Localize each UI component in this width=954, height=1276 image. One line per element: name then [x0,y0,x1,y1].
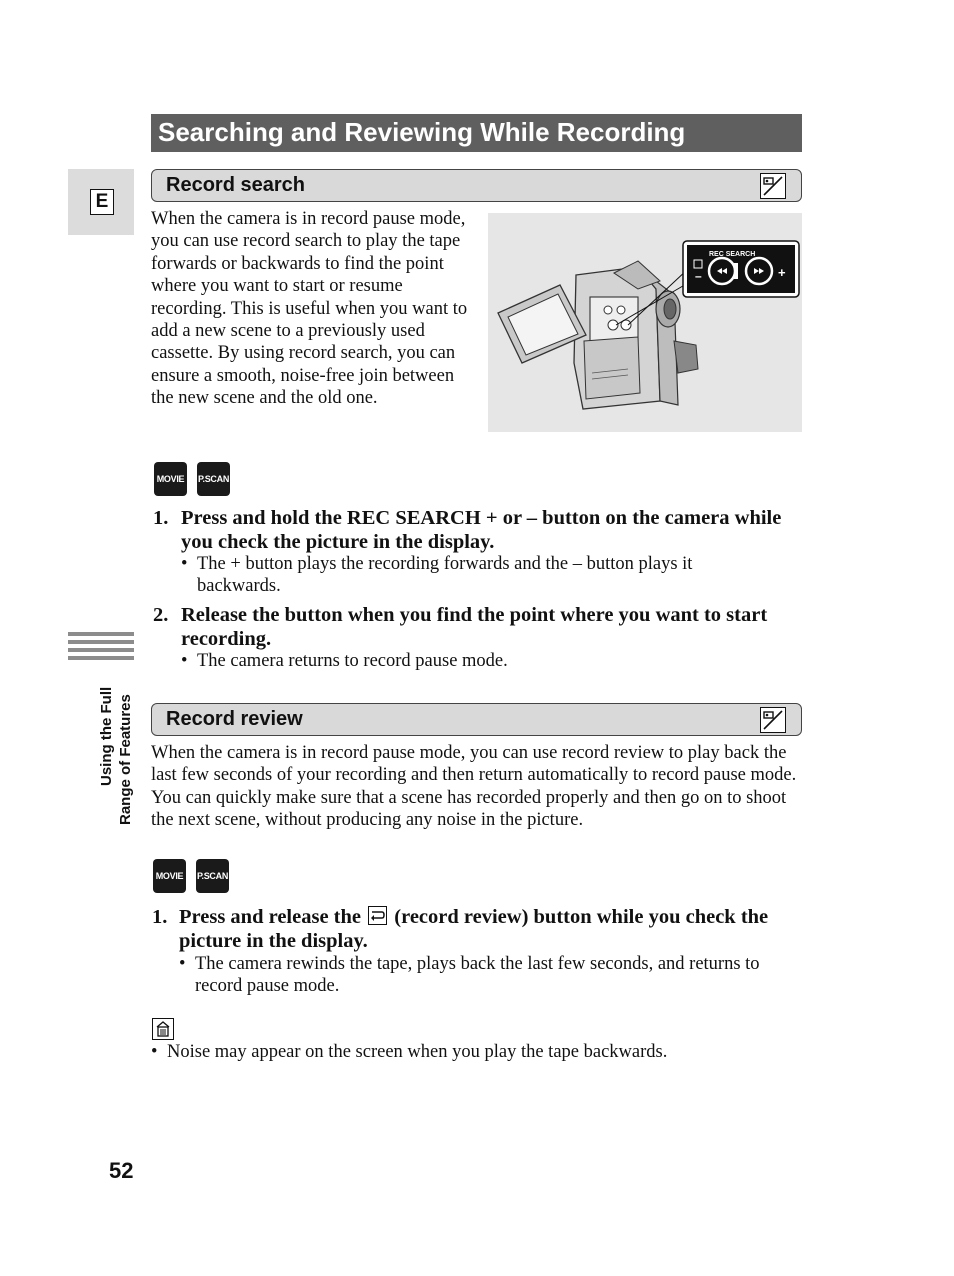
rec-search-plus: + [778,265,786,280]
side-label-line2: Range of Features [117,694,134,825]
step-title [179,905,807,953]
record-review-step-1 [152,905,812,955]
mode-badge-movie: MOVIE [153,859,186,893]
language-tab [68,169,134,235]
language-tab-label: E [90,189,114,215]
record-review-heading: Record review [166,708,303,730]
step-title: Press and hold the REC SEARCH + or – button on the camera while you check the picture in the display. [181,507,782,553]
side-section-label [97,668,137,828]
bullet-text: The camera returns to record pause mode. [197,651,508,671]
step-number: 1. [152,906,168,928]
bullet-text: The + button plays the recording forwards and the – button plays it backwards. [197,554,693,596]
rec-search-label: REC SEARCH [709,251,756,258]
camera-mode-icon [760,707,786,733]
note-text: Noise may appear on the screen when you play the tape backwards. [167,1042,668,1062]
step-title-after: (record review) button while you check the picture in the display. [179,906,769,952]
record-search-header [151,169,802,202]
side-section-bars [68,632,134,664]
record-review-intro: When the camera is in record pause mode, you can use record review to play back the last few seconds of your recording and then return automatically to record pause mode. You can quickly make sure that a scene has recorded properly and then go on to shoot the next scene, without producing any noise in the picture. [151,743,797,831]
bullet-text: The camera rewinds the tape, plays back the last few seconds, and returns to record pause mode. [195,954,760,996]
record-review-header [151,703,802,736]
page-number: 52 [109,1158,134,1183]
record-search-heading: Record search [166,174,305,196]
step-title-before: Press and release the [179,906,362,928]
rec-search-minus: – [695,269,702,283]
note-icon [152,1018,174,1040]
record-search-step-2 [153,603,813,653]
camera-mode-icon [760,173,786,199]
note-item: • Noise may appear on the screen when you play the tape backwards. [151,1041,791,1063]
step-number: 1. [153,507,169,529]
mode-badge-pscan: P.SCAN [196,859,229,893]
record-review-icon [368,906,387,925]
side-label-line1: Using the Full [98,686,115,786]
step-number: 2. [153,604,169,626]
page-title-bar [151,114,802,152]
list-item: • The + button plays the recording forwards and the – button plays it backwards. [181,553,801,597]
list-item: • The camera rewinds the tape, plays back the last few seconds, and returns to record pause mode. [179,953,809,997]
step-title: Release the button when you find the point where you want to start recording. [181,604,768,650]
page-title: Searching and Reviewing While Recording [158,117,686,147]
mode-badge-movie: MOVIE [154,462,187,496]
camcorder-illustration [488,213,802,432]
record-search-intro: When the camera is in record pause mode, you can use record search to play the tape forwards or backwards to find the point where you want to start or resume recording. This is useful when you want to add a new scene to a previously used cassette. By using record search, you can ensure a smooth, noise-free join between the new scene and the old one. [151,209,468,409]
record-search-step-1 [153,506,813,556]
mode-badge-pscan: P.SCAN [197,462,230,496]
list-item: • The camera returns to record pause mode. [181,650,801,672]
